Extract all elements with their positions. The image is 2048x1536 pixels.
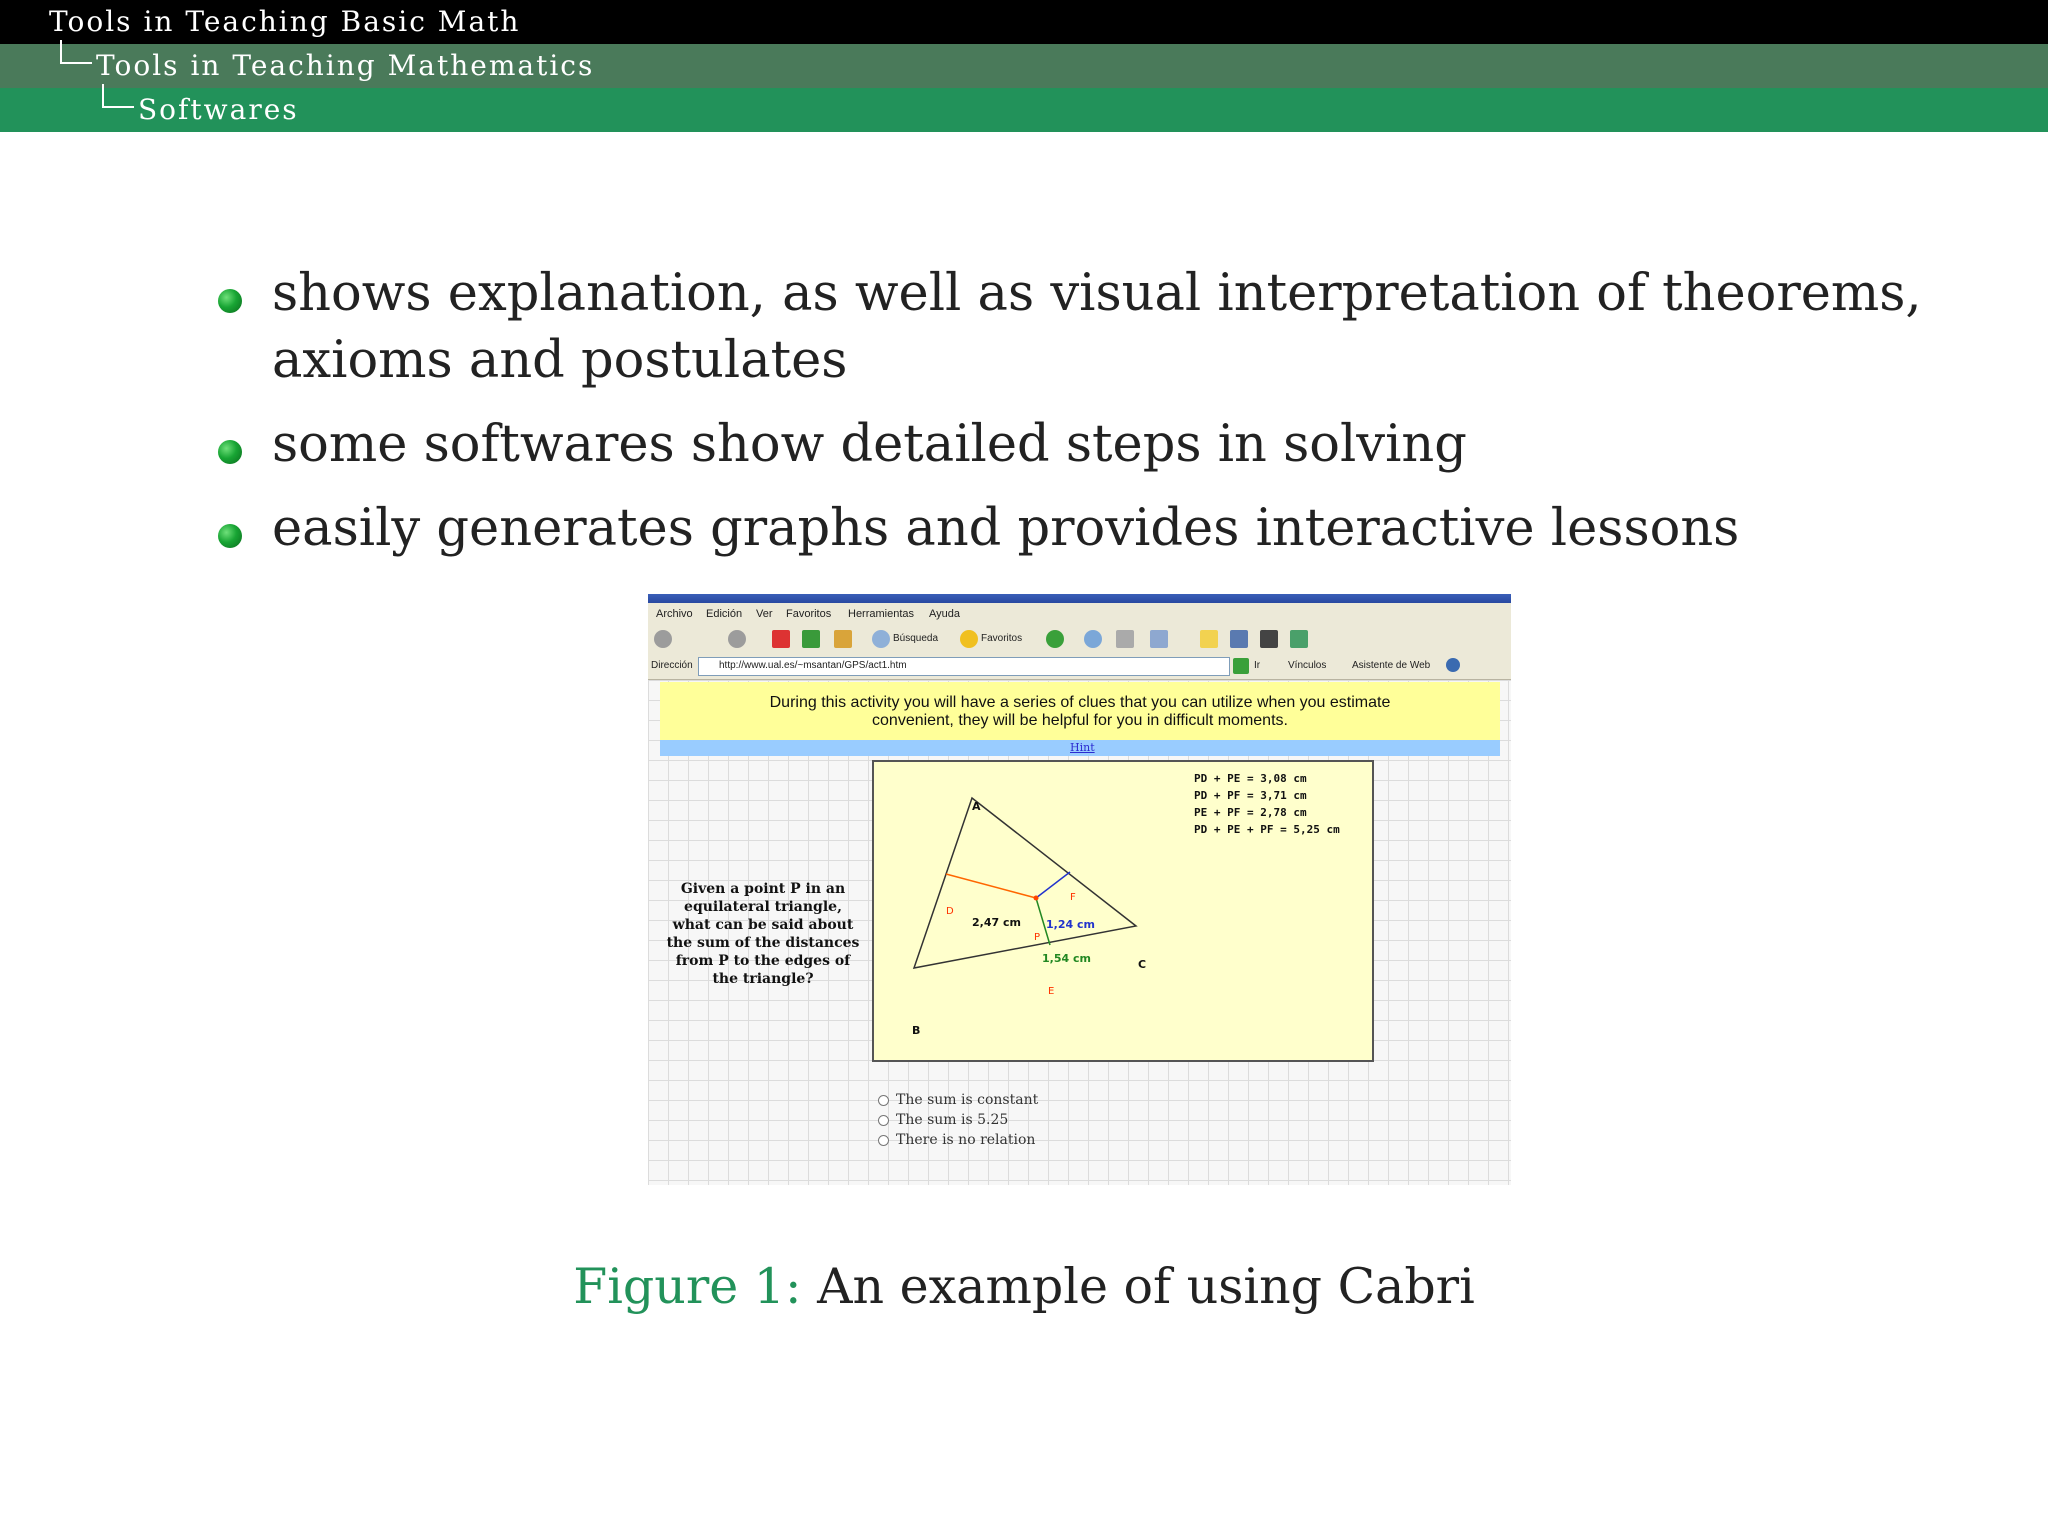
- header-level3: [0, 88, 2048, 132]
- option-label: The sum is constant: [896, 1092, 1039, 1108]
- folder-icon: [1200, 630, 1218, 648]
- intro-line-2: convenient, they will be helpful for you in difficult moments.: [872, 712, 1288, 729]
- figure-caption: [0, 1258, 2048, 1315]
- radio-button[interactable]: [878, 1115, 889, 1126]
- bullet-icon: [218, 524, 242, 548]
- question-text: [658, 880, 868, 988]
- header-level2: [0, 44, 2048, 88]
- address-label: Dirección: [651, 660, 693, 671]
- radio-button[interactable]: [878, 1135, 889, 1146]
- segment-pf: [1036, 872, 1070, 898]
- bullet-text-continued: axioms and postulates: [272, 331, 848, 390]
- browser-addressbar: [648, 653, 1511, 680]
- search-icon: [872, 630, 890, 648]
- distance-pf: 1,24 cm: [1046, 918, 1095, 931]
- browser-titlebar: [648, 594, 1511, 603]
- address-input[interactable]: [698, 657, 1230, 676]
- tool-icon: [1260, 630, 1278, 648]
- go-label: Ir: [1254, 660, 1261, 671]
- bullet-icon: [218, 289, 242, 313]
- menu-herramientas: Herramientas: [848, 608, 915, 620]
- browser-toolbar: [648, 625, 1511, 654]
- measurement-line: PD + PE + PF = 5,25 cm: [1194, 823, 1340, 836]
- star-icon: [960, 630, 978, 648]
- question-line: the triangle?: [712, 971, 814, 987]
- measurement-list: [1194, 770, 1340, 838]
- toolbar-favorites-label: Favoritos: [981, 633, 1023, 644]
- question-line: from P to the edges of: [675, 953, 851, 969]
- messenger-icon: [1230, 630, 1248, 648]
- option-label: There is no relation: [896, 1132, 1036, 1148]
- radio-button[interactable]: [878, 1095, 889, 1106]
- tree-connector: [102, 84, 134, 108]
- option-item[interactable]: [876, 1130, 1038, 1150]
- toolbar-search-label: Búsqueda: [893, 633, 939, 644]
- label-f: F: [1070, 892, 1076, 903]
- edit-icon: [1150, 630, 1168, 648]
- label-e: E: [1048, 986, 1055, 997]
- answer-options: [876, 1090, 1038, 1150]
- segment-pd: [946, 874, 1036, 898]
- figure-label: Figure 1:: [573, 1258, 802, 1315]
- intro-box: [660, 682, 1500, 740]
- home-icon: [834, 630, 852, 648]
- forward-icon: [728, 630, 746, 648]
- label-b: B: [912, 1024, 921, 1037]
- refresh-icon: [802, 630, 820, 648]
- print-icon: [1116, 630, 1134, 648]
- history-icon: [1046, 630, 1064, 648]
- label-a: A: [972, 800, 981, 813]
- measurement-line: PD + PE = 3,08 cm: [1194, 772, 1307, 785]
- bullet-text: some softwares show detailed steps in solving: [272, 415, 1467, 474]
- question-line: the sum of the distances: [666, 935, 860, 951]
- bullet-text: easily generates graphs and provides interactive lessons: [272, 499, 1740, 558]
- header-level1: [0, 0, 2048, 44]
- caption-text: An example of using Cabri: [817, 1258, 1475, 1315]
- globe-icon: [1446, 658, 1460, 672]
- option-item[interactable]: [876, 1110, 1038, 1130]
- label-p: P: [1034, 932, 1041, 943]
- question-line: equilateral triangle,: [684, 899, 842, 915]
- question-line: what can be said about: [672, 917, 854, 933]
- distance-pd: 2,47 cm: [972, 916, 1021, 929]
- section-title: Tools in Teaching Mathematics: [96, 49, 595, 82]
- option-label: The sum is 5.25: [896, 1112, 1009, 1128]
- menu-favoritos: Favoritos: [786, 608, 832, 620]
- measurement-line: PD + PF = 3,71 cm: [1194, 789, 1307, 802]
- menu-archivo: Archivo: [656, 608, 693, 620]
- links-label: Vínculos: [1288, 660, 1327, 671]
- browser-menubar: [648, 603, 1511, 626]
- bullet-text: shows explanation, as well as visual interpretation of theorems,: [272, 264, 1922, 323]
- measurement-line: PE + PF = 2,78 cm: [1194, 806, 1307, 819]
- back-icon: [654, 630, 672, 648]
- address-url: http://www.ual.es/~msantan/GPS/act1.htm: [719, 660, 907, 671]
- triangle: [914, 798, 1136, 968]
- subsection-title: Softwares: [138, 93, 299, 126]
- mail-icon: [1084, 630, 1102, 648]
- users-icon: [1290, 630, 1308, 648]
- point-p: [1034, 896, 1039, 901]
- menu-ayuda: Ayuda: [929, 608, 960, 620]
- label-c: C: [1138, 958, 1147, 971]
- geometry-canvas: [872, 760, 1374, 1062]
- menu-ver: Ver: [756, 608, 773, 620]
- web-page: [648, 680, 1511, 1185]
- cabri-screenshot: [648, 594, 1511, 1185]
- hint-link[interactable]: Hint: [1070, 741, 1095, 754]
- hint-bar: [660, 740, 1500, 756]
- distance-pe: 1,54 cm: [1042, 952, 1091, 965]
- stop-icon: [772, 630, 790, 648]
- option-item[interactable]: [876, 1090, 1038, 1110]
- go-icon: [1233, 658, 1249, 674]
- intro-line-1: During this activity you will have a series of clues that you can utilize when you estimate: [769, 694, 1391, 711]
- presentation-title: Tools in Teaching Basic Math: [49, 5, 521, 38]
- bullet-icon: [218, 440, 242, 464]
- menu-edicion: Edición: [706, 608, 743, 620]
- label-d: D: [946, 906, 954, 917]
- assistant-label: Asistente de Web: [1352, 660, 1431, 671]
- tree-connector: [60, 40, 92, 64]
- question-line: Given a point P in an: [680, 881, 846, 897]
